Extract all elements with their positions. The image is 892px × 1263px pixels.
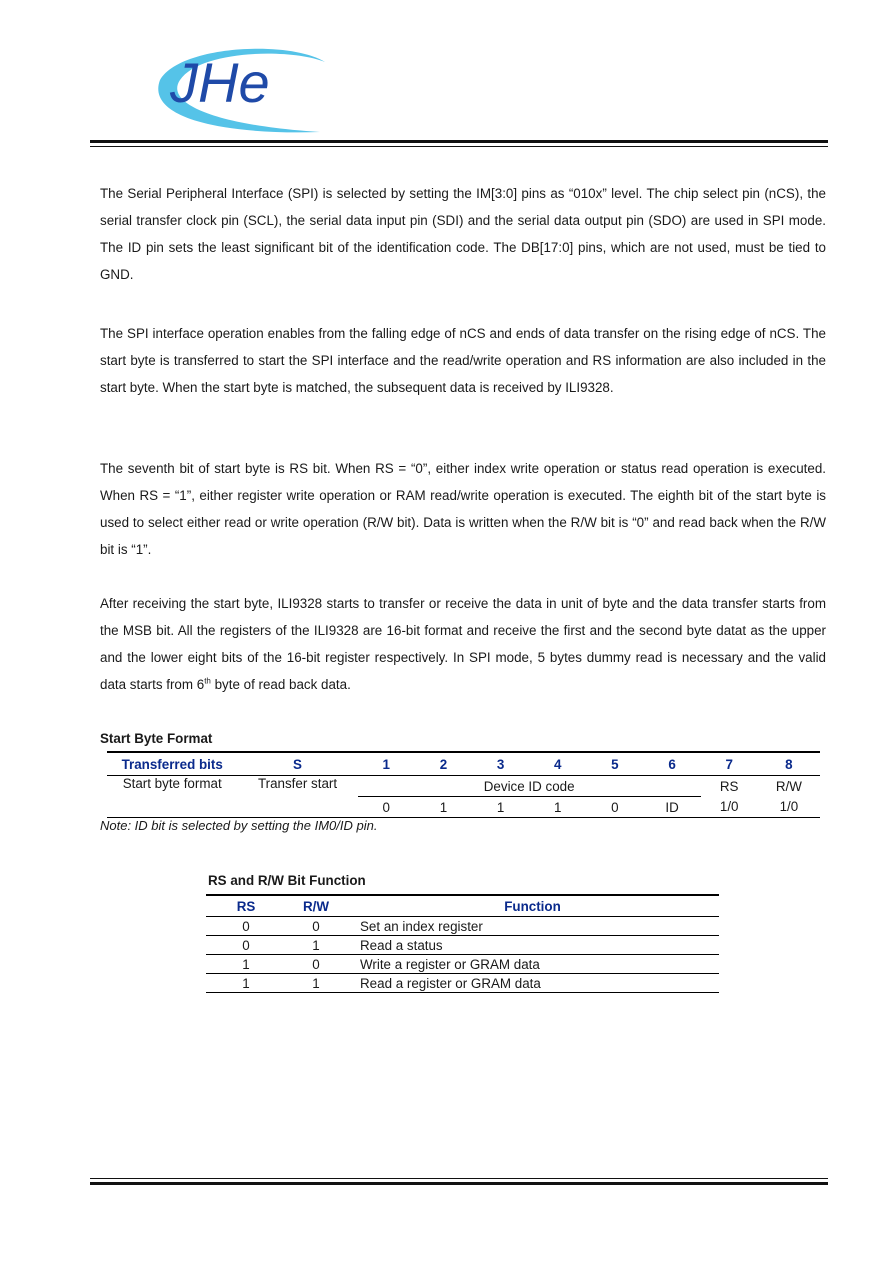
rw-label: R/W <box>775 778 802 794</box>
header-rule-thin <box>90 146 828 147</box>
rw-value: 0 <box>286 955 346 974</box>
function-text: Read a status <box>346 936 719 955</box>
rs-rw-table <box>206 894 719 993</box>
header-rule <box>90 140 828 143</box>
rw-value: 0 <box>286 917 346 936</box>
rs-value: 1 <box>206 974 286 993</box>
rs-value: 1 <box>206 955 286 974</box>
header-rw: R/W <box>302 898 330 914</box>
header-bit-6: 6 <box>668 756 676 772</box>
bit-value: ID <box>665 799 679 815</box>
function-text: Write a register or GRAM data <box>346 955 719 974</box>
function-text: Set an index register <box>346 917 719 936</box>
rs-label: RS <box>719 778 739 794</box>
header-bit-4: 4 <box>554 756 562 772</box>
paragraph-rs-bit: The seventh bit of start byte is RS bit. When RS = “0”, either index write operation or status read operation is executed. When RS = “1”, either register write operation or RAM read/write operation is executed. The eighth bit of the start byte is used to select either read or write operation (R/W bit). Data is written when the R/W bit is “0” and read back when the R/W bit is “1”. <box>100 461 826 557</box>
header-rs: RS <box>236 898 256 914</box>
p4-text: After receiving the start byte, ILI9328 starts to transfer or receive the data in unit of byte and the data transfer starts from the MSB bit. All the registers of the ILI9328 are 16-bit format and receive the first and the second byte datat as the upper and the lower eight bits of the 16-bit register respectively. In SPI mode, 5 bytes dummy read is necessary and the valid data starts from 6 <box>100 596 826 692</box>
device-id-code-label: Device ID code <box>358 776 701 797</box>
start-byte-header-row <box>107 752 820 776</box>
header-bit-2: 2 <box>439 756 448 772</box>
header-bit-5: 5 <box>611 756 619 772</box>
start-byte-note: Note: ID bit is selected by setting the IM0/ID pin. <box>100 818 378 833</box>
bit-value: 1/0 <box>719 799 739 815</box>
rs-value: 0 <box>206 917 286 936</box>
bit-value: 0 <box>382 799 390 815</box>
table-row <box>206 974 719 993</box>
start-byte-table <box>107 751 820 818</box>
header-bit-7: 7 <box>725 756 733 772</box>
bit-value: 1 <box>439 799 448 815</box>
start-byte-row <box>107 776 820 797</box>
bit-value: 1 <box>496 799 505 815</box>
start-byte-heading: Start Byte Format <box>100 731 213 746</box>
transfer-start-label: Transfer start <box>257 776 338 791</box>
start-byte-format-label: Start byte format <box>122 776 222 791</box>
footer-rule-thin <box>90 1178 828 1179</box>
header-s: S <box>293 756 302 772</box>
bit-value: 0 <box>611 799 619 815</box>
function-text: Read a register or GRAM data <box>346 974 719 993</box>
p4-superscript: th <box>204 676 211 686</box>
company-logo <box>140 40 330 136</box>
table-row <box>206 917 719 936</box>
rs-rw-header-row <box>206 895 719 917</box>
p4-text-end: byte of read back data. <box>210 677 351 692</box>
bit-value: 1/0 <box>779 799 799 815</box>
paragraph-data-transfer <box>100 590 826 698</box>
header-transferred-bits: Transferred bits <box>121 756 223 772</box>
paragraph-spi-selection: The Serial Peripheral Interface (SPI) is selected by setting the IM[3:0] pins as “010x” level. The chip select pin (nCS), the serial transfer clock pin (SCL), the serial data input pin (SDI) and the serial data output pin (SDO) are used in SPI mode. The ID pin sets the least significant bit of the identification code. The DB[17:0] pins, which are not used, must be tied to GND. <box>100 186 826 282</box>
rw-value: 1 <box>286 936 346 955</box>
header-bit-3: 3 <box>496 756 505 772</box>
header-bit-1: 1 <box>382 756 390 772</box>
rs-rw-heading: RS and R/W Bit Function <box>208 873 366 888</box>
rw-value: 1 <box>286 974 346 993</box>
bit-value: 1 <box>554 799 562 815</box>
logo-text: JHe <box>170 51 270 114</box>
table-row <box>206 955 719 974</box>
rs-value: 0 <box>206 936 286 955</box>
paragraph-spi-operation: The SPI interface operation enables from the falling edge of nCS and ends of data transfer on the rising edge of nCS. The start byte is transferred to start the SPI interface and the read/write operation and RS information are also included in the start byte. When the start byte is matched, the subsequent data is received by ILI9328. <box>100 326 826 395</box>
header-function: Function <box>504 898 561 914</box>
footer-rule <box>90 1182 828 1185</box>
table-row <box>206 936 719 955</box>
header-bit-8: 8 <box>785 756 793 772</box>
